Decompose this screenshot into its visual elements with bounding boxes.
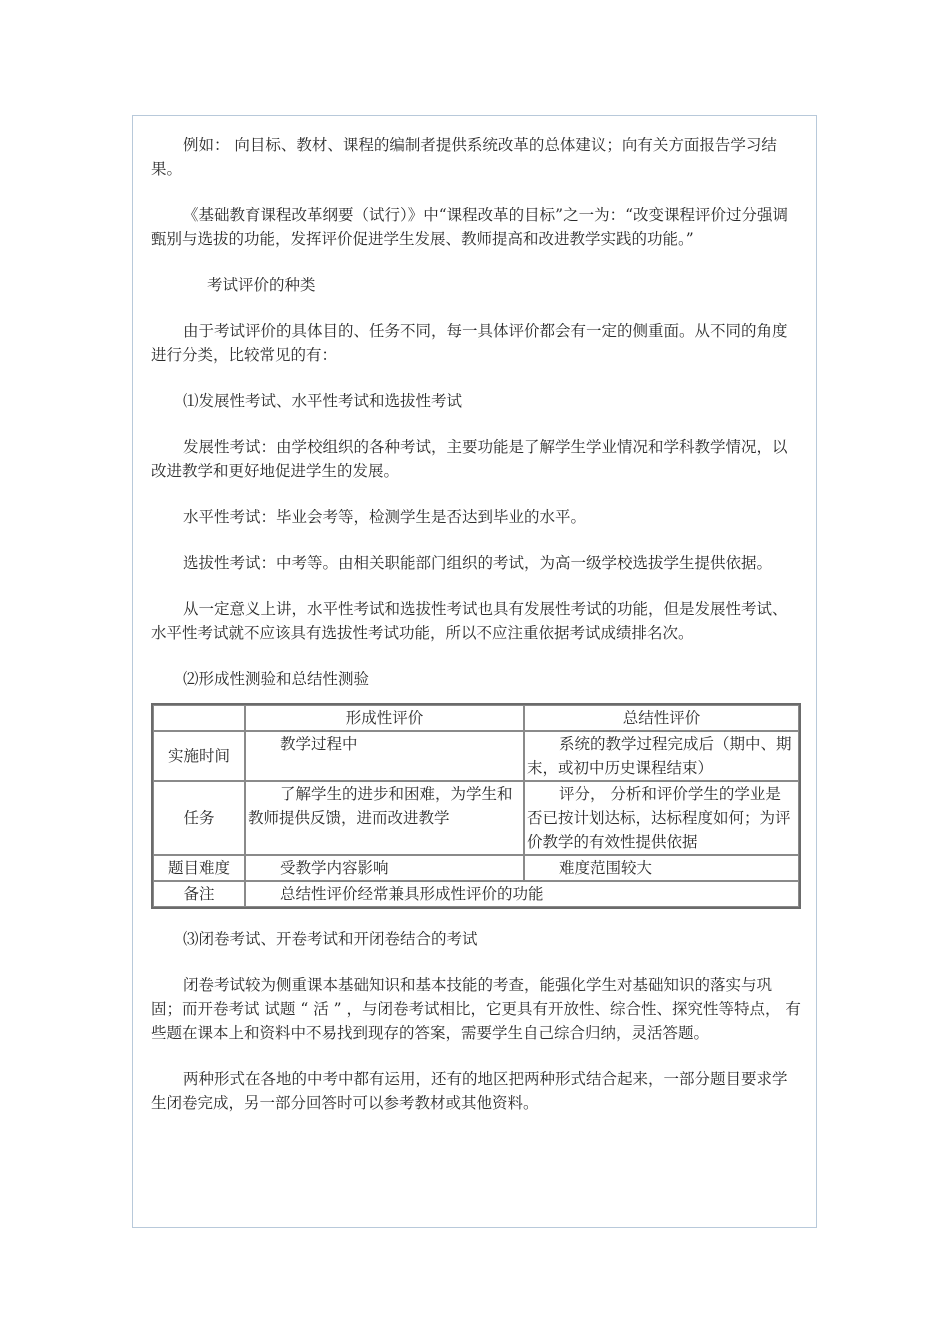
row-label: 任务 <box>153 781 245 855</box>
table-cell: 系统的教学过程完成后（期中、期末，或初中历史课程结束） <box>524 731 799 781</box>
column-header-summative: 总结性评价 <box>524 705 799 731</box>
section-heading: 考试评价的种类 <box>207 276 316 294</box>
paragraph: 闭卷考试较为侧重课本基础知识和基本技能的考查，能强化学生对基础知识的落实与巩固；而开卷考试 试题 “ 活 ” ，与闭卷考试相比，它更具有开放性、综合性、探究性等特点， 有些题在课本上和资料中不易找到现存的答案，需要学生自己综合归纳，灵活答题。 <box>151 976 801 1042</box>
table-header-row <box>153 705 799 731</box>
table-row <box>153 781 799 855</box>
document-body <box>151 133 801 1115</box>
table-cell: 难度范围较大 <box>524 855 799 881</box>
subsection-heading: ⑶闭卷考试、开卷考试和开闭卷结合的考试 <box>183 930 478 948</box>
table-cell: 评分， 分析和评价学生的学业是否已按计划达标，达标程度如何；为评价教学的有效性提供依据 <box>524 781 799 855</box>
paragraph: 两种形式在各地的中考中都有运用，还有的地区把两种形式结合起来，一部分题目要求学生闭卷完成，另一部分回答时可以参考教材或其他资料。 <box>151 1070 788 1112</box>
paragraph: 从一定意义上讲，水平性考试和选拔性考试也具有发展性考试的功能，但是发展性考试、水平性考试就不应该具有选拔性考试功能，所以不应注重依据考试成绩排名次。 <box>151 600 788 642</box>
table-cell: 受教学内容影响 <box>245 855 524 881</box>
table-corner-cell <box>153 705 245 731</box>
comparison-table <box>151 703 801 909</box>
row-label: 备注 <box>153 881 245 907</box>
row-label: 实施时间 <box>153 731 245 781</box>
table-row <box>153 855 799 881</box>
paragraph: 发展性考试：由学校组织的各种考试，主要功能是了解学生学业情况和学科教学情况，以改进教学和更好地促进学生的发展。 <box>151 438 788 480</box>
table-note-row <box>153 881 799 907</box>
paragraph: 选拔性考试：中考等。由相关职能部门组织的考试，为高一级学校选拔学生提供依据。 <box>183 554 773 572</box>
subsection-heading: ⑴发展性考试、水平性考试和选拔性考试 <box>183 392 463 410</box>
column-header-formative: 形成性评价 <box>245 705 524 731</box>
paragraph: 由于考试评价的具体目的、任务不同，每一具体评价都会有一定的侧重面。从不同的角度进行分类，比较常见的有： <box>151 322 788 364</box>
table-cell: 教学过程中 <box>245 731 524 781</box>
table-note-cell: 总结性评价经常兼具形成性评价的功能 <box>245 881 799 907</box>
table-row <box>153 731 799 781</box>
row-label: 题目难度 <box>153 855 245 881</box>
table-cell: 了解学生的进步和困难，为学生和教师提供反馈，进而改进教学 <box>245 781 524 855</box>
paragraph: 例如： 向目标、教材、课程的编制者提供系统改革的总体建议；向有关方面报告学习结果。 <box>151 136 777 178</box>
subsection-heading: ⑵形成性测验和总结性测验 <box>183 670 370 688</box>
paragraph: 《基础教育课程改革纲要（试行）》中“课程改革的目标”之一为：“改变课程评价过分强调甄别与选拔的功能，发挥评价促进学生发展、教师提高和改进教学实践的功能。” <box>151 206 789 248</box>
paragraph: 水平性考试：毕业会考等，检测学生是否达到毕业的水平。 <box>183 508 587 526</box>
